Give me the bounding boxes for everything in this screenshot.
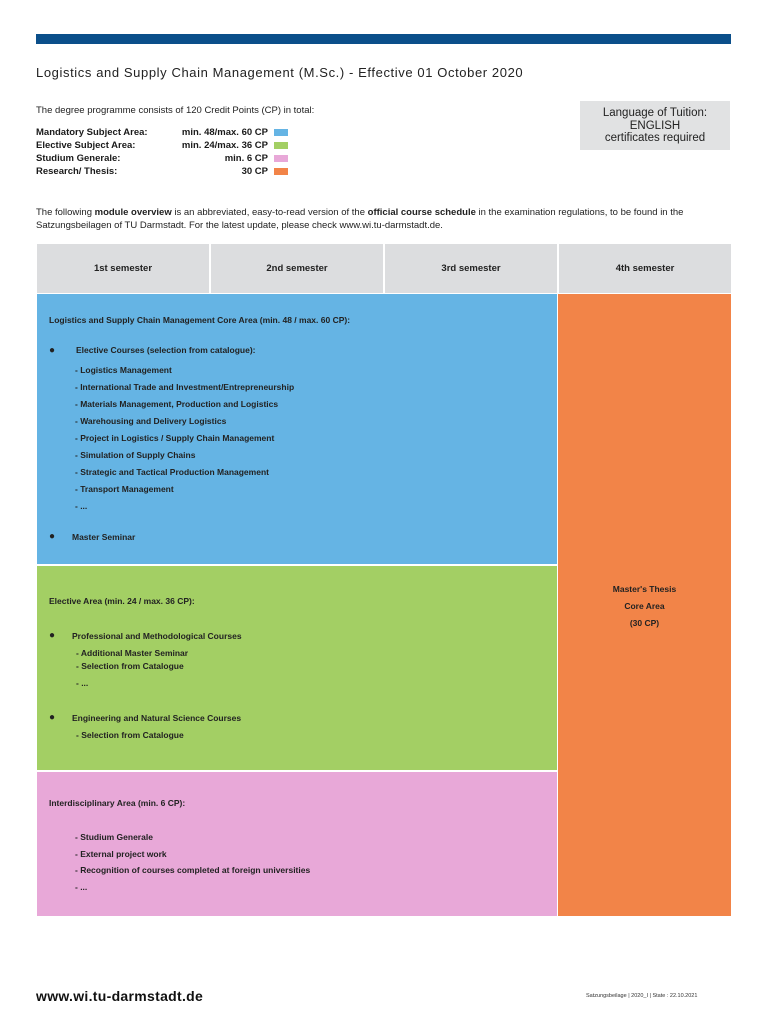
credit-label: Elective Subject Area:	[36, 140, 136, 151]
credit-value: min. 6 CP	[224, 153, 268, 164]
course-item: - Recognition of courses completed at foreign universities	[75, 865, 311, 875]
page-title: Logistics and Supply Chain Management (M.Sc.) - Effective 01 October 2020	[36, 65, 524, 80]
language-value: ENGLISH	[629, 119, 681, 132]
overview-bold: official course schedule	[367, 207, 476, 218]
thesis-credits: (30 CP)	[629, 618, 660, 628]
course-item: - Selection from Catalogue	[76, 661, 184, 671]
color-swatch	[274, 168, 288, 175]
course-item: - ...	[75, 501, 88, 511]
thesis-title: Master's Thesis	[612, 584, 677, 594]
language-box	[580, 101, 730, 150]
overview-text: is an abbreviated, easy-to-read version of the	[171, 207, 368, 218]
course-item: - Project in Logistics / Supply Chain Management	[75, 433, 275, 443]
language-label: Language of Tuition:	[602, 107, 708, 119]
overview-text: The following	[36, 207, 95, 218]
bullet-icon: ●	[49, 630, 56, 641]
course-item: - Warehousing and Delivery Logistics	[75, 416, 227, 426]
course-item: - Simulation of Supply Chains	[75, 450, 196, 460]
core-area-block	[37, 294, 557, 564]
overview-bold: module overview	[94, 207, 172, 218]
credit-row	[36, 165, 288, 178]
course-group-heading: Professional and Methodological Courses	[72, 631, 242, 641]
overview-text: in the examination regulations, to be found in the Satzungsbeilagen of TU Darmstadt. For the latest update, please check www.wi.tu-darmstadt.de.	[36, 207, 684, 231]
course-group-heading: Engineering and Natural Science Courses	[72, 713, 242, 723]
course-item: - ...	[75, 882, 88, 892]
top-bar	[36, 34, 731, 44]
footer-meta: Satzungsbeilage | 2020_I | State : 22.10.2021	[586, 993, 698, 999]
course-item: - International Trade and Investment/Entrepreneurship	[75, 382, 295, 392]
credit-row	[36, 139, 288, 152]
semester-header-2: 2nd semester	[211, 244, 383, 293]
language-note: certificates required	[604, 132, 706, 144]
semester-header-4: 4th semester	[559, 244, 731, 293]
course-item: - Materials Management, Production and Logistics	[75, 399, 279, 409]
credit-label: Research/ Thesis:	[36, 166, 118, 177]
credit-value: min. 24/max. 36 CP	[181, 140, 268, 151]
course-item: - Additional Master Seminar	[76, 648, 189, 658]
color-swatch	[274, 142, 288, 149]
elective-area-title: Elective Area (min. 24 / max. 36 CP):	[49, 596, 195, 606]
overview-paragraph	[36, 206, 736, 232]
color-swatch	[274, 129, 288, 136]
bullet-icon: ●	[49, 345, 56, 356]
bullet-icon: ●	[49, 712, 56, 723]
elective-courses-heading: Elective Courses (selection from catalogue):	[76, 345, 256, 355]
credit-points-table	[36, 126, 288, 178]
semester-header-1: 1st semester	[37, 244, 209, 293]
course-item: - Selection from Catalogue	[76, 730, 184, 740]
color-swatch	[274, 155, 288, 162]
credit-row	[36, 126, 288, 139]
footer-url[interactable]: www.wi.tu-darmstadt.de	[36, 988, 204, 1004]
course-item: - External project work	[75, 849, 167, 859]
intro-text: The degree programme consists of 120 Credit Points (CP) in total:	[36, 105, 315, 116]
core-area-title: Logistics and Supply Chain Management Core Area (min. 48 / max. 60 CP):	[49, 315, 351, 325]
course-item: - Strategic and Tactical Production Management	[75, 467, 269, 477]
interdisciplinary-area-title: Interdisciplinary Area (min. 6 CP):	[49, 798, 186, 808]
course-item: - Transport Management	[75, 484, 174, 494]
bullet-icon: ●	[49, 531, 56, 542]
course-item: - Logistics Management	[75, 365, 172, 375]
master-seminar: Master Seminar	[72, 532, 136, 542]
thesis-area: Core Area	[624, 601, 665, 611]
elective-area-block	[37, 566, 557, 770]
course-item: - Studium Generale	[75, 832, 153, 842]
thesis-block	[558, 294, 731, 916]
credit-label: Mandatory Subject Area:	[36, 127, 148, 138]
credit-value: min. 48/max. 60 CP	[181, 127, 268, 138]
semester-header-3: 3rd semester	[385, 244, 557, 293]
course-item: - ...	[76, 678, 89, 688]
credit-value: 30 CP	[241, 166, 268, 177]
credit-label: Studium Generale:	[36, 153, 121, 164]
credit-row	[36, 152, 288, 165]
interdisciplinary-area-block	[37, 772, 557, 916]
